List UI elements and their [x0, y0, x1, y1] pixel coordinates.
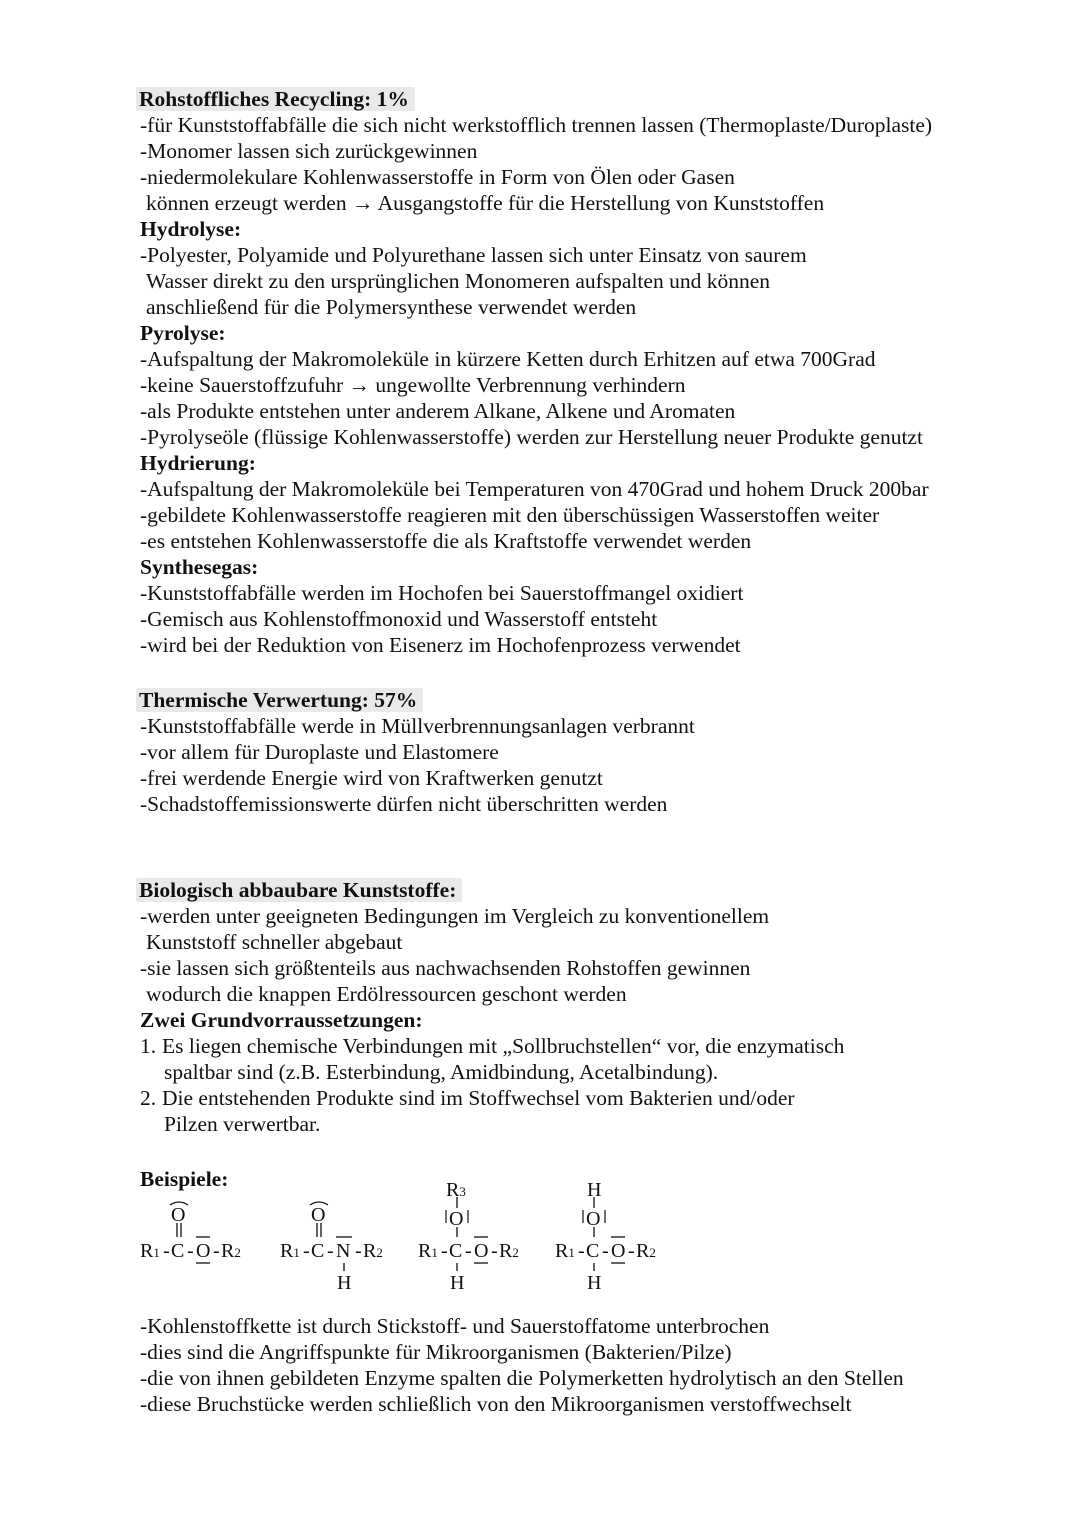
sub-heading: Pyrolyse: — [140, 321, 226, 345]
r1-label: R1 — [140, 1240, 160, 1262]
closing-notes — [140, 1313, 1040, 1417]
carbon-atom: C — [311, 1240, 325, 1262]
text-line: -Kunststoffabfälle werde in Müllverbrennungsanlagen verbrannt — [140, 714, 695, 738]
text-line: können erzeugt werden → Ausgangstoffe für die Herstellung von Kunststoffen — [146, 191, 825, 215]
hydrogen-atom: H — [587, 1179, 602, 1201]
text-line: -niedermolekulare Kohlenwasserstoffe in Form von Ölen oder Gasen — [140, 165, 735, 189]
r2-label: R2 — [363, 1240, 383, 1262]
oxygen-atom: O — [196, 1240, 211, 1262]
text-line: -Polyester, Polyamide und Polyurethane lassen sich unter Einsatz von saurem — [140, 243, 807, 267]
bond: - — [441, 1240, 448, 1262]
r2-label: R2 — [221, 1240, 241, 1262]
text-line: -diese Bruchstücke werden schließlich von den Mikroorganismen verstoffwechselt — [140, 1392, 852, 1416]
text-line: -sie lassen sich größtenteils aus nachwachsenden Rohstoffen gewinnen — [140, 956, 751, 980]
text-line: -gebildete Kohlenwasserstoffe reagieren mit den überschüssigen Wasserstoffen weiter — [140, 503, 880, 527]
text-line: -frei werdende Energie wird von Kraftwerken genutzt — [140, 766, 603, 790]
text-line: -wird bei der Reduktion von Eisenerz im Hochofenprozess verwendet — [140, 633, 741, 657]
section-rohstoffliches-recycling — [140, 86, 1040, 658]
r3-label: R3 — [446, 1179, 466, 1201]
r1-label: R1 — [280, 1240, 300, 1262]
text-line: -Kunststoffabfälle werden im Hochofen bei Sauerstoffmangel oxidiert — [140, 581, 744, 605]
section-biologisch-abbaubar — [140, 877, 1040, 1137]
oxygen-atom: O — [449, 1208, 464, 1230]
hydrogen-atom: H — [587, 1272, 602, 1294]
section-heading: Thermische Verwertung: 57% — [136, 688, 423, 712]
sub-heading: Hydrolyse: — [140, 217, 242, 241]
bond: - — [578, 1240, 585, 1262]
bond: - — [602, 1240, 609, 1262]
bond: - — [303, 1240, 310, 1262]
item-text-continued: spaltbar sind (z.B. Esterbindung, Amidbindung, Acetalbindung). — [164, 1060, 719, 1084]
text-line: -dies sind die Angriffspunkte für Mikroorganismen (Bakterien/Pilze) — [140, 1340, 732, 1364]
ester-structure — [140, 1202, 241, 1263]
examples-heading: Beispiele: — [140, 1167, 229, 1191]
text-line: -es entstehen Kohlenwasserstoffe die als Kraftstoffe verwendet werden — [140, 529, 752, 553]
text-line: -Aufspaltung der Makromoleküle bei Temperaturen von 470Grad und hohem Druck 200bar — [140, 477, 929, 501]
item-text: Es liegen chemische Verbindungen mit „Sollbruchstellen“ vor, die enzymatisch — [162, 1034, 845, 1058]
bond: - — [628, 1240, 635, 1262]
hydrogen-atom: H — [337, 1272, 352, 1294]
text-line: Kunststoff schneller abgebaut — [146, 930, 403, 954]
chemical-structures — [130, 1175, 690, 1295]
sub-heading: Hydrierung: — [140, 451, 256, 475]
item-number: 2. — [140, 1086, 157, 1110]
text-line: -keine Sauerstoffzufuhr → ungewollte Verbrennung verhindern — [140, 373, 686, 397]
text-line: anschließend für die Polymersynthese verwendet werden — [146, 295, 637, 319]
text-line: -werden unter geeigneten Bedingungen im Vergleich zu konventionellem — [140, 904, 770, 928]
text-line: -Kohlenstoffkette ist durch Stickstoff- und Sauerstoffatome unterbrochen — [140, 1314, 770, 1338]
sub-heading: Zwei Grundvorraussetzungen: — [140, 1008, 423, 1032]
carbon-atom: C — [449, 1240, 463, 1262]
acetal-structure-h — [555, 1179, 656, 1294]
text-line: -Gemisch aus Kohlenstoffmonoxid und Wasserstoff entsteht — [140, 607, 658, 631]
r2-label: R2 — [636, 1240, 656, 1262]
text-line: -Schadstoffemissionswerte dürfen nicht überschritten werden — [140, 792, 668, 816]
r1-label: R1 — [418, 1240, 438, 1262]
text-line: -Aufspaltung der Makromoleküle in kürzere Ketten durch Erhitzen auf etwa 700Grad — [140, 347, 876, 371]
bond: - — [163, 1240, 170, 1262]
section-thermische-verwertung — [140, 687, 1040, 817]
text-line: Wasser direkt zu den ursprünglichen Monomeren aufspalten und können — [146, 269, 770, 293]
text-line: -als Produkte entstehen unter anderem Alkane, Alkene und Aromaten — [140, 399, 736, 423]
text-line: -Monomer lassen sich zurückgewinnen — [140, 139, 478, 163]
sub-heading: Synthesegas: — [140, 555, 259, 579]
bond: - — [187, 1240, 194, 1262]
text-line: -für Kunststoffabfälle die sich nicht werkstofflich trennen lassen (Thermoplaste/Duroplaste) — [140, 113, 933, 137]
text-line: wodurch die knappen Erdölressourcen geschont werden — [146, 982, 627, 1006]
acetal-structure-r3 — [418, 1179, 519, 1294]
numbered-item — [140, 1085, 1040, 1111]
hydrogen-atom: H — [450, 1272, 465, 1294]
bond: - — [213, 1240, 220, 1262]
oxygen-atom: O — [611, 1240, 626, 1262]
bond: - — [355, 1240, 362, 1262]
section-heading: Biologisch abbaubare Kunststoffe: — [136, 878, 462, 902]
carbon-atom: C — [586, 1240, 600, 1262]
text-line: -die von ihnen gebildeten Enzyme spalten die Polymerketten hydrolytisch an den Stellen — [140, 1366, 904, 1390]
oxygen-atom: O — [586, 1208, 601, 1230]
nitrogen-atom: N — [336, 1240, 351, 1262]
numbered-item — [140, 1033, 1040, 1059]
oxygen-atom: O — [311, 1204, 326, 1226]
oxygen-atom: O — [474, 1240, 489, 1262]
r1-label: R1 — [555, 1240, 575, 1262]
item-text-continued: Pilzen verwertbar. — [164, 1112, 321, 1136]
r2-label: R2 — [499, 1240, 519, 1262]
oxygen-atom: O — [171, 1204, 186, 1226]
bond: - — [465, 1240, 472, 1262]
item-text: Die entstehenden Produkte sind im Stoffwechsel vom Bakterien und/oder — [162, 1086, 795, 1110]
amide-structure — [280, 1202, 383, 1294]
bond: - — [327, 1240, 334, 1262]
carbon-atom: C — [171, 1240, 185, 1262]
text-line: -vor allem für Duroplaste und Elastomere — [140, 740, 499, 764]
item-number: 1. — [140, 1034, 157, 1058]
section-heading: Rohstoffliches Recycling: 1% — [136, 87, 415, 111]
text-line: -Pyrolyseöle (flüssige Kohlenwasserstoffe) werden zur Herstellung neuer Produkte genutzt — [140, 425, 923, 449]
bond: - — [491, 1240, 498, 1262]
